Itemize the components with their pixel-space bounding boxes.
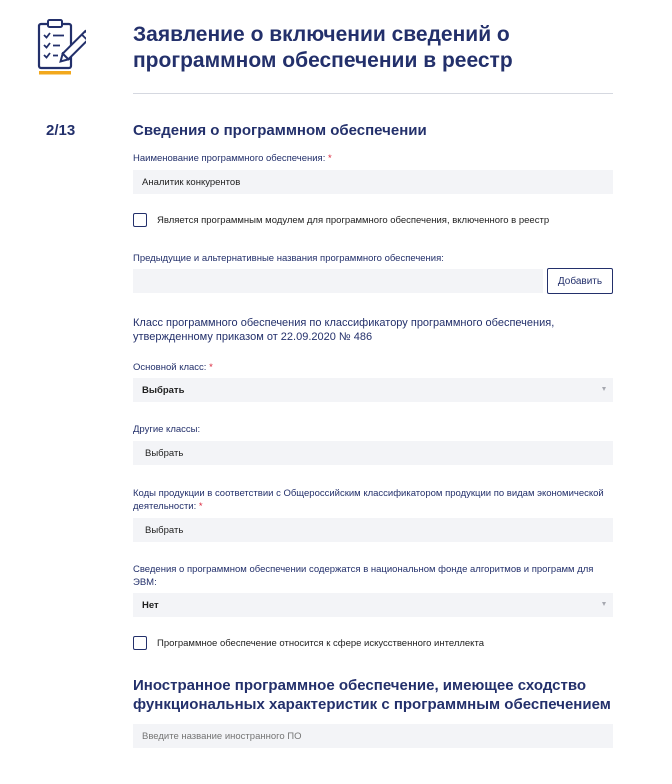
required-marker: *: [327, 153, 332, 164]
previous-names-label: Предыдущие и альтернативные названия программного обеспечения:: [133, 253, 444, 264]
product-codes-label: [133, 487, 613, 513]
caret-down-icon: [602, 387, 606, 391]
software-name-label-text: Наименование программного обеспечения:: [133, 153, 326, 164]
required-marker: *: [209, 362, 213, 373]
algorithm-fund-label: Сведения о программном обеспечении содержатся в национальном фонде алгоритмов и программ для ЭВМ:: [133, 564, 594, 588]
foreign-software-input[interactable]: [133, 724, 613, 748]
ai-checkbox[interactable]: [133, 636, 147, 650]
product-codes-label-text: Коды продукции в соответствии с Общероссийским классификатором продукции по видам экономической деятельности:: [133, 488, 604, 512]
main-class-label: [133, 361, 613, 374]
ai-checkbox-row[interactable]: [133, 636, 484, 650]
software-name-label: [133, 152, 613, 165]
previous-names-input[interactable]: [133, 269, 543, 293]
foreign-software-title: Иностранное программное обеспечение, имеющее сходство функциональных характеристик с программным обеспечением: [133, 677, 611, 713]
classifier-heading: Класс программного обеспечения по классификатору программного обеспечения, утвержденному приказом от 22.09.2020 № 486: [133, 317, 555, 343]
algorithm-fund-value: Нет: [142, 599, 159, 611]
ai-checkbox-label: Программное обеспечение относится к сфере искусственного интеллекта: [157, 637, 484, 649]
main-class-select[interactable]: [133, 378, 613, 402]
add-button[interactable]: Добавить: [547, 268, 613, 294]
module-checkbox[interactable]: [133, 213, 147, 227]
product-codes-select[interactable]: Выбрать: [133, 518, 613, 542]
header-divider: [133, 93, 613, 94]
document-form-pencil-icon: [36, 18, 86, 76]
other-classes-label: Другие классы:: [133, 424, 201, 435]
main-class-value: Выбрать: [142, 384, 185, 396]
module-checkbox-row[interactable]: [133, 213, 549, 227]
main-class-label-text: Основной класс:: [133, 362, 207, 373]
algorithm-fund-select[interactable]: [133, 593, 613, 617]
required-marker: *: [198, 501, 203, 512]
module-checkbox-label: Является программным модулем для программного обеспечения, включенного в реестр: [157, 214, 550, 226]
caret-down-icon: [602, 602, 606, 606]
step-indicator: 2/13: [46, 122, 76, 139]
page-title: Заявление о включении сведений о программном обеспечении в реестр: [133, 23, 513, 72]
other-classes-select[interactable]: Выбрать: [133, 441, 613, 465]
software-name-input[interactable]: Аналитик конкурентов: [133, 170, 613, 194]
section-title: Сведения о программном обеспечении: [133, 122, 427, 139]
